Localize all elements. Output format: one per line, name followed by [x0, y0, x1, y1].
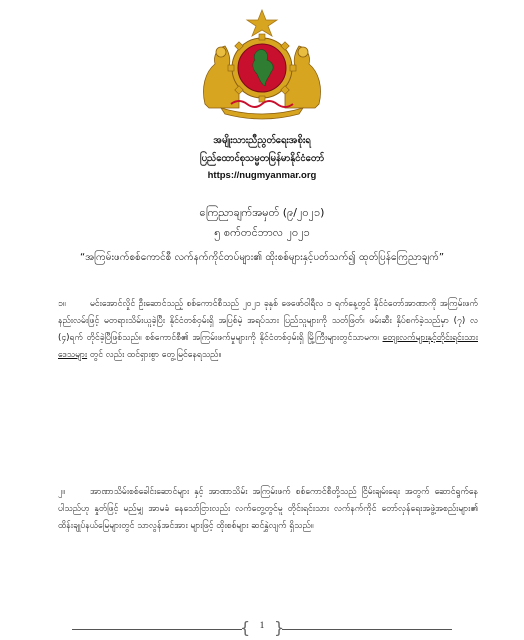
paragraph-2 — [58, 484, 478, 535]
paragraph-number: ၁။ — [58, 299, 66, 309]
right-brace-ornament: } — [274, 618, 285, 637]
country-name: ပြည်ထောင်စုသမ္မတမြန်မာနိုင်ငံတော် — [200, 153, 324, 164]
left-brace-ornament: { — [240, 618, 251, 637]
underlined-text: တျေးလက်များနှင့်တိုင်းရင်းသား ဒေသများ — [58, 333, 478, 360]
statement-title: “အကြမ်းဖက်စစ်ကောင်စီ လက်နက်ကိုင်တပ်များ၏ ထိုးစစ်များနှင့်ပတ်သက်၍ ထုတ်ပြန်ကြေညာချက်” — [79, 252, 445, 263]
myanmar-state-seal-icon — [195, 8, 329, 120]
government-name: အမျိုးသားညီညွတ်ရေးအစိုးရ — [213, 135, 311, 146]
paragraph-text-end: တွင် လည်း ထင်ရှားစွာ တွေ့မြင်နေရသည်။ — [87, 350, 222, 360]
paragraph-number: ၂။ — [58, 487, 65, 497]
page-number: 1 — [259, 620, 265, 630]
footer-divider-left — [72, 629, 242, 630]
footer-divider-right — [282, 629, 452, 630]
paragraph-text: မင်းအောင်လှိုင် ဦးဆောင်သည့် စစ်ကောင်စီသည် ၂၀၂၁ ခုနှစ် ဖေဖော်ဝါရီလ ၁ ရက်နေ့တွင် နိုင်ငံတော်အာဏာကို အကြမ်းဖက်နည်းလမ်းဖြင့် မတရားသိမ်းယူခဲ့ပြီး နိုင်ငံတစ်ဝှမ်းရှိ အပြစ်မဲ့ အရပ်သား ပြည်သူများကို သတ်ဖြတ်၊ ဖမ်းဆီး နှိပ်စက်ခဲ့သည်မှာ (၇) လ (၄)ရက် တိုင်ခဲ့ပြီဖြစ်သည်။ စစ်ကောင်စီ၏ အကြမ်းဖက်မှုများကို နိုင်ငံတစ်ဝှမ်းရှိ မြို့ကြီးများတွင်သာမက၊ — [58, 299, 478, 343]
paragraph-1 — [58, 296, 478, 364]
statement-number: ကြေညာချက်အမှတ် (၉/၂၀၂၁) — [199, 206, 325, 219]
statement-date: ၅ စက်တင်ဘာလ ၂၀၂၁ — [214, 226, 310, 239]
paragraph-text: အာဏာသိမ်းစစ်ခေါင်းဆောင်များ နှင့် အာဏာသိမ်း အကြမ်းဖက် စစ်ကောင်စီတို့သည် ငြိမ်းချမ်းရေး အတွက် ဆောင်ရွက်နေပါသည်ဟု နှုတ်ဖြင့် မည်မျှ အာမခံ နေသော်ငြားလည်း လက်တွေ့တွင်မူ တိုင်းရင်းသား လက်နက်ကိုင် တော်လှန်ရေးအဖွဲ့အစည်းများ၏ ထိန်းချုပ်နယ်မြေများတွင် သာလွန်အင်အား များဖြင့် ထိုးစစ်များ ဆင်နွှဲလျက် ရှိသည်။ — [58, 487, 478, 531]
website-link[interactable]: https://nugmyanmar.org — [207, 170, 317, 181]
